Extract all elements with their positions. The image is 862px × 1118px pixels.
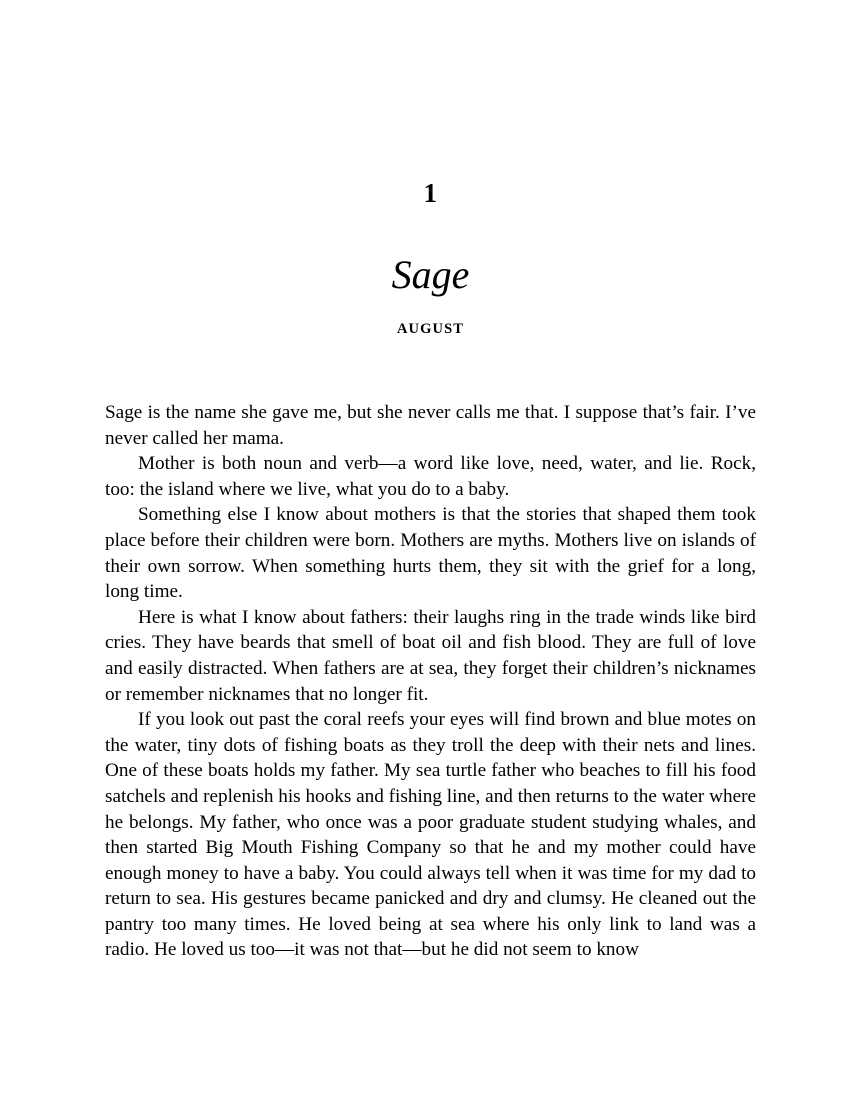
paragraph: Sage is the name she gave me, but she never calls me that. I suppose that’s fair. I’ve never called her mama. bbox=[105, 402, 756, 449]
paragraph: If you look out past the coral reefs your eyes will find brown and blue motes on the water, tiny dots of fishing boats as they troll the deep with their nets and lines. One of these boats holds my father. My sea turtle father who beaches to fill his food satchels and replenish his hooks and fishing line, and then returns to the water where he belongs. My father, who once was a poor graduate student studying whales, and then started Big Mouth Fishing Company so that he and my mother could have enough money to have a baby. You could always tell when it was time for my dad to return to sea. His gestures became panicked and dry and clumsy. He cleaned out the pantry too many times. He loved being at sea where his only link to land was a radio. He loved us too—it was not that—but he did not seem to know bbox=[105, 709, 756, 961]
paragraph: Something else I know about mothers is that the stories that shaped them took place before their children were born. Mothers are myths. Mothers live on islands of their own sorrow. When something hurts them, they sit with the grief for a long, long time. bbox=[105, 504, 756, 603]
chapter-title: Sage bbox=[391, 252, 470, 297]
chapter-number: 1 bbox=[423, 178, 438, 208]
chapter-subtitle: AUGUST bbox=[396, 321, 465, 337]
paragraph: Here is what I know about fathers: their laughs ring in the trade winds like bird cries. They have beards that smell of boat oil and fish blood. They are full of love and easily distracted. When fathers are at sea, they forget their children’s nicknames or remember nicknames that no longer fit. bbox=[105, 606, 756, 705]
page-content bbox=[105, 0, 756, 963]
paragraph: Mother is both noun and verb—a word like love, need, water, and lie. Rock, too: the island where we live, what you do to a baby. bbox=[105, 453, 756, 500]
body-text bbox=[105, 400, 756, 963]
